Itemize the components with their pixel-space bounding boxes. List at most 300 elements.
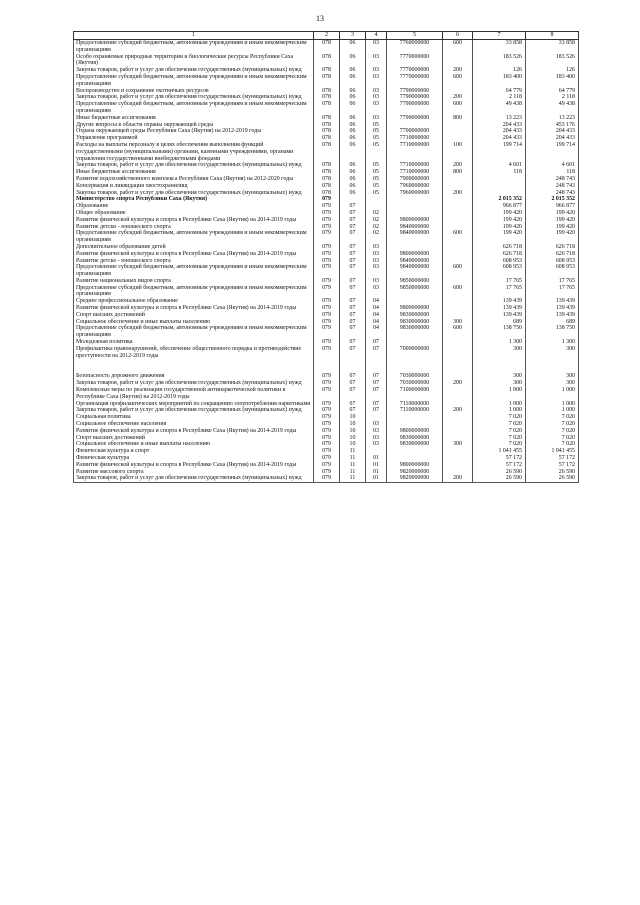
row-amount-1: 7 020 [473, 428, 526, 435]
row-subsection [366, 448, 387, 455]
row-section [340, 196, 366, 203]
row-section: 07 [340, 298, 366, 305]
row-amount-1: 199 420 [473, 224, 526, 231]
row-amount-1: 199 714 [473, 142, 526, 162]
row-grbs: 079 [314, 285, 340, 299]
row-subsection: 03 [366, 244, 387, 251]
row-subsection: 03 [366, 278, 387, 285]
row-target: 7030000000 [387, 373, 443, 380]
row-target: 9840000000 [387, 264, 443, 278]
row-name: Комплексные меры по реализации государственной антинаркотической политики в Республике Саха (Якутия) на 2012-2019 годы [74, 387, 314, 401]
row-amount-1 [473, 176, 526, 183]
row-name: Развитие физической культуры и спорта в Республике Саха (Якутия) на 2014-2019 годы [74, 251, 314, 258]
row-target: 9830000000 [387, 312, 443, 319]
row-section: 06 [340, 183, 366, 190]
row-name: Охрана окружающей среды Республики Саха (Якутия) на 2012-2019 годы [74, 128, 314, 135]
row-name [74, 359, 314, 373]
table-row [74, 475, 579, 482]
row-amount-2: 26 590 [526, 475, 579, 482]
row-amount-2: 139 439 [526, 312, 579, 319]
row-amount-2: 13 223 [526, 115, 579, 122]
row-section: 06 [340, 169, 366, 176]
row-vr [443, 359, 473, 373]
row-name: Организация профилактических мероприятий по сокращению злоупотребления наркотиками [74, 401, 314, 408]
row-vr: 800 [443, 169, 473, 176]
row-grbs: 079 [314, 230, 340, 244]
row-name: Молодежная политика [74, 339, 314, 346]
row-target: 7900000000 [387, 176, 443, 183]
row-amount-1: 608 953 [473, 258, 526, 265]
row-grbs: 078 [314, 40, 340, 54]
row-grbs: 079 [314, 217, 340, 224]
row-name: Физическая культура и спорт [74, 448, 314, 455]
row-grbs: 079 [314, 441, 340, 448]
table-row [74, 448, 579, 455]
row-name: Развитие физической культуры и спорта в Республике Саха (Якутия) на 2014-2019 годы [74, 462, 314, 469]
row-vr [443, 312, 473, 319]
row-amount-2: 138 750 [526, 325, 579, 339]
row-amount-1: 204 433 [473, 122, 526, 129]
row-amount-1: 139 439 [473, 305, 526, 312]
row-amount-1 [473, 359, 526, 373]
table-row [74, 115, 579, 122]
row-target [387, 210, 443, 217]
row-name: Предоставление субсидий бюджетным, автономным учреждениям и иным некоммерческим организациям [74, 40, 314, 54]
row-target: 7790000000 [387, 115, 443, 122]
row-amount-1: 689 [473, 319, 526, 326]
row-grbs: 078 [314, 128, 340, 135]
table-row [74, 278, 579, 285]
row-grbs: 078 [314, 162, 340, 169]
row-section: 06 [340, 101, 366, 115]
row-amount-2: 7 020 [526, 414, 579, 421]
row-grbs: 079 [314, 428, 340, 435]
row-amount-2: 199 420 [526, 224, 579, 231]
row-amount-1: 2 015 352 [473, 196, 526, 203]
row-grbs: 079 [314, 407, 340, 414]
row-name: Предоставление субсидий бюджетным, автономным учреждениям и иным некоммерческим организациям [74, 230, 314, 244]
row-name: Развитие детско - юношеского спорта [74, 258, 314, 265]
row-subsection [366, 196, 387, 203]
row-name: Образование [74, 203, 314, 210]
row-grbs: 079 [314, 448, 340, 455]
row-target: 7710000000 [387, 162, 443, 169]
row-subsection: 05 [366, 162, 387, 169]
row-vr [443, 339, 473, 346]
row-grbs: 078 [314, 169, 340, 176]
row-grbs: 079 [314, 475, 340, 482]
row-subsection: 03 [366, 435, 387, 442]
row-vr [443, 414, 473, 421]
row-vr [443, 373, 473, 380]
row-subsection: 03 [366, 428, 387, 435]
row-section: 10 [340, 414, 366, 421]
row-section: 07 [340, 278, 366, 285]
row-subsection: 03 [366, 101, 387, 115]
row-amount-2: 7 020 [526, 428, 579, 435]
row-vr [443, 469, 473, 476]
row-amount-2 [526, 359, 579, 373]
table-row [74, 359, 579, 373]
row-amount-1: 199 420 [473, 217, 526, 224]
row-vr: 600 [443, 325, 473, 339]
row-amount-2: 183 400 [526, 74, 579, 88]
row-amount-2: 626 718 [526, 251, 579, 258]
row-target: 9800000000 [387, 305, 443, 312]
row-name: Закупка товаров, работ и услуг для обеспечения государственных (муниципальных) нужд [74, 407, 314, 414]
table-row [74, 428, 579, 435]
row-section: 06 [340, 176, 366, 183]
table-row [74, 176, 579, 183]
table-row [74, 142, 579, 162]
row-subsection: 07 [366, 407, 387, 414]
row-name: Социальное обеспечение и иные выплаты населению [74, 319, 314, 326]
row-name: Закупка товаров, работ и услуг для обеспечения государственных (муниципальных) нужд [74, 94, 314, 101]
row-subsection: 05 [366, 135, 387, 142]
row-vr [443, 298, 473, 305]
row-vr [443, 428, 473, 435]
row-section: 06 [340, 94, 366, 101]
row-amount-2: 300 [526, 346, 579, 360]
row-vr [443, 183, 473, 190]
row-name: Управление программой [74, 135, 314, 142]
row-vr: 200 [443, 67, 473, 74]
row-amount-2: 199 420 [526, 230, 579, 244]
row-grbs: 079 [314, 421, 340, 428]
row-target [387, 244, 443, 251]
row-section: 10 [340, 435, 366, 442]
row-grbs: 078 [314, 115, 340, 122]
row-amount-2: 64 779 [526, 88, 579, 95]
row-section: 07 [340, 217, 366, 224]
row-amount-1: 26 590 [473, 469, 526, 476]
row-grbs: 078 [314, 135, 340, 142]
row-subsection: 05 [366, 183, 387, 190]
row-vr [443, 128, 473, 135]
table-row [74, 285, 579, 299]
row-vr: 300 [443, 441, 473, 448]
row-amount-1: 2 118 [473, 94, 526, 101]
row-target: 9840000000 [387, 258, 443, 265]
row-amount-1: 966 877 [473, 203, 526, 210]
row-amount-2: 2 118 [526, 94, 579, 101]
row-vr: 600 [443, 264, 473, 278]
table-row [74, 414, 579, 421]
row-amount-2: 7 020 [526, 421, 579, 428]
row-section: 11 [340, 462, 366, 469]
row-name: Закупка товаров, работ и услуг для обеспечения государственных (муниципальных) нужд [74, 380, 314, 387]
row-amount-2: 49 438 [526, 101, 579, 115]
row-name: Развитие физической культуры и спорта в Республике Саха (Якутия) на 2014-2019 годы [74, 428, 314, 435]
row-name: Безопасность дорожного движения [74, 373, 314, 380]
row-subsection [366, 359, 387, 373]
row-target: 9800000000 [387, 217, 443, 224]
table-row [74, 217, 579, 224]
row-grbs: 079 [314, 339, 340, 346]
row-target [387, 448, 443, 455]
row-target: 9840000000 [387, 230, 443, 244]
row-grbs: 079 [314, 203, 340, 210]
row-subsection: 03 [366, 94, 387, 101]
row-amount-2: 1 041 455 [526, 448, 579, 455]
row-subsection: 03 [366, 285, 387, 299]
header-col-1: 1 [74, 32, 314, 40]
row-section: 07 [340, 346, 366, 360]
row-subsection: 02 [366, 230, 387, 244]
row-section: 07 [340, 305, 366, 312]
row-amount-2: 1 000 [526, 407, 579, 414]
row-section: 06 [340, 74, 366, 88]
row-grbs: 079 [314, 278, 340, 285]
row-amount-1: 17 765 [473, 278, 526, 285]
row-vr: 600 [443, 101, 473, 115]
row-vr: 200 [443, 190, 473, 197]
row-vr: 600 [443, 285, 473, 299]
row-vr [443, 224, 473, 231]
table-row [74, 264, 579, 278]
row-section: 10 [340, 441, 366, 448]
row-name: Развитие водохозяйственного комплекса Республики Саха (Якутия) на 2012-2020 годы [74, 176, 314, 183]
row-subsection: 04 [366, 319, 387, 326]
row-amount-1: 300 [473, 373, 526, 380]
row-section: 06 [340, 128, 366, 135]
row-amount-1: 4 601 [473, 162, 526, 169]
row-amount-1: 1 041 455 [473, 448, 526, 455]
table-row [74, 325, 579, 339]
row-subsection: 03 [366, 74, 387, 88]
row-grbs: 079 [314, 401, 340, 408]
row-amount-1: 199 420 [473, 210, 526, 217]
row-target [387, 455, 443, 462]
table-row [74, 196, 579, 203]
table-row [74, 169, 579, 176]
table-row [74, 407, 579, 414]
row-amount-1: 126 [473, 67, 526, 74]
row-subsection: 05 [366, 128, 387, 135]
row-section: 07 [340, 264, 366, 278]
row-subsection: 01 [366, 469, 387, 476]
table-row [74, 210, 579, 217]
row-section: 07 [340, 224, 366, 231]
row-subsection: 05 [366, 142, 387, 162]
row-amount-2: 199 714 [526, 142, 579, 162]
row-name: Воспроизводство и сохранение охотничьих ресурсов [74, 88, 314, 95]
row-grbs: 078 [314, 190, 340, 197]
row-amount-2: 1 300 [526, 339, 579, 346]
row-vr: 600 [443, 230, 473, 244]
row-amount-2: 608 953 [526, 258, 579, 265]
row-amount-1: 7 020 [473, 414, 526, 421]
row-target: 9840000000 [387, 224, 443, 231]
row-target [387, 421, 443, 428]
row-grbs: 078 [314, 88, 340, 95]
row-name: Профилактика правонарушений, обеспечение общественного порядка и противодействие преступности на 2012-2019 годы [74, 346, 314, 360]
row-grbs: 079 [314, 312, 340, 319]
row-name: Среднее профессиональное образование [74, 298, 314, 305]
row-grbs: 079 [314, 258, 340, 265]
row-name: Социальное обеспечение населения [74, 421, 314, 428]
budget-table [73, 31, 579, 483]
row-vr: 200 [443, 380, 473, 387]
row-target: 9850000000 [387, 285, 443, 299]
row-subsection: 03 [366, 40, 387, 54]
row-section: 11 [340, 469, 366, 476]
row-amount-2: 248 743 [526, 176, 579, 183]
row-name: Предоставление субсидий бюджетным, автономным учреждениям и иным некоммерческим организациям [74, 264, 314, 278]
row-amount-2: 453 176 [526, 122, 579, 129]
row-section: 07 [340, 210, 366, 217]
row-subsection: 04 [366, 298, 387, 305]
row-vr [443, 176, 473, 183]
row-target: 7770000000 [387, 67, 443, 74]
row-subsection: 07 [366, 373, 387, 380]
row-section: 11 [340, 455, 366, 462]
table-row [74, 387, 579, 401]
row-name: Закупка товаров, работ и услуг для обеспечения государственных (муниципальных) нужд [74, 67, 314, 74]
row-grbs: 078 [314, 176, 340, 183]
row-grbs: 079 [314, 462, 340, 469]
header-col-3: 3 [340, 32, 366, 40]
row-amount-2: 57 172 [526, 462, 579, 469]
row-subsection: 03 [366, 67, 387, 74]
row-amount-1: 57 172 [473, 455, 526, 462]
row-name: Развитие детско - юношеского спорта [74, 224, 314, 231]
row-grbs: 079 [314, 469, 340, 476]
row-amount-2: 139 439 [526, 305, 579, 312]
row-amount-1 [473, 190, 526, 197]
row-name: Министерство спорта Республики Саха (Якутия) [74, 196, 314, 203]
row-amount-1: 139 439 [473, 312, 526, 319]
row-section: 07 [340, 407, 366, 414]
row-amount-1: 204 433 [473, 128, 526, 135]
row-target: 7960000000 [387, 190, 443, 197]
table-row [74, 244, 579, 251]
row-section: 07 [340, 312, 366, 319]
row-target: 9830000000 [387, 325, 443, 339]
row-target: 7710000000 [387, 142, 443, 162]
row-amount-1: 49 438 [473, 101, 526, 115]
row-target: 9830000000 [387, 435, 443, 442]
row-section: 06 [340, 142, 366, 162]
row-amount-2: 248 743 [526, 190, 579, 197]
row-vr [443, 54, 473, 68]
header-row [74, 32, 579, 40]
row-amount-2: 966 877 [526, 203, 579, 210]
row-name: Предоставление субсидий бюджетным, автономным учреждениям и иным некоммерческим организациям [74, 285, 314, 299]
table-row [74, 101, 579, 115]
row-grbs: 079 [314, 298, 340, 305]
header-col-6: 6 [443, 32, 473, 40]
row-amount-1: 118 [473, 169, 526, 176]
row-target: 7790000000 [387, 88, 443, 95]
row-vr [443, 462, 473, 469]
table-row [74, 312, 579, 319]
row-grbs: 079 [314, 319, 340, 326]
row-subsection: 07 [366, 380, 387, 387]
row-subsection: 07 [366, 339, 387, 346]
row-grbs: 079 [314, 305, 340, 312]
row-amount-1: 7 020 [473, 421, 526, 428]
row-grbs: 079 [314, 435, 340, 442]
row-subsection: 02 [366, 224, 387, 231]
row-name: Предоставление субсидий бюджетным, автономным учреждениям и иным некоммерческим организациям [74, 74, 314, 88]
row-amount-2: 300 [526, 380, 579, 387]
row-section: 07 [340, 319, 366, 326]
row-target: 7710000000 [387, 169, 443, 176]
row-subsection: 03 [366, 115, 387, 122]
row-target: 9830000000 [387, 319, 443, 326]
table-row [74, 441, 579, 448]
row-subsection: 05 [366, 169, 387, 176]
row-amount-2: 7 020 [526, 435, 579, 442]
row-amount-2: 204 433 [526, 128, 579, 135]
row-target: 7710000000 [387, 135, 443, 142]
row-vr [443, 387, 473, 401]
row-name: Социальная политика [74, 414, 314, 421]
header-col-5: 5 [387, 32, 443, 40]
row-grbs: 079 [314, 387, 340, 401]
header-col-2: 2 [314, 32, 340, 40]
row-amount-1: 204 433 [473, 135, 526, 142]
row-vr: 100 [443, 142, 473, 162]
row-name: Иные бюджетные ассигнования [74, 169, 314, 176]
row-vr [443, 203, 473, 210]
row-amount-1: 33 858 [473, 40, 526, 54]
row-subsection: 03 [366, 258, 387, 265]
row-grbs: 078 [314, 183, 340, 190]
table-row [74, 462, 579, 469]
row-amount-1: 626 718 [473, 251, 526, 258]
row-amount-1: 300 [473, 346, 526, 360]
row-section: 06 [340, 122, 366, 129]
row-amount-1: 1 000 [473, 407, 526, 414]
row-amount-1: 183 400 [473, 74, 526, 88]
row-subsection: 07 [366, 387, 387, 401]
row-amount-2: 199 420 [526, 217, 579, 224]
row-grbs: 078 [314, 67, 340, 74]
row-amount-1: 626 718 [473, 244, 526, 251]
row-amount-2: 2 015 352 [526, 196, 579, 203]
row-grbs: 079 [314, 455, 340, 462]
row-section: 07 [340, 325, 366, 339]
row-section: 10 [340, 421, 366, 428]
row-name: Развитие национальных видов спорта [74, 278, 314, 285]
row-grbs: 078 [314, 142, 340, 162]
row-name: Развитие физической культуры и спорта в Республике Саха (Якутия) на 2014-2019 годы [74, 217, 314, 224]
row-vr [443, 435, 473, 442]
row-vr [443, 135, 473, 142]
row-vr [443, 278, 473, 285]
table-row [74, 251, 579, 258]
row-section: 06 [340, 88, 366, 95]
row-amount-1: 199 420 [473, 230, 526, 244]
row-target: 9850000000 [387, 278, 443, 285]
table-body [74, 40, 579, 483]
row-vr [443, 210, 473, 217]
table-row [74, 230, 579, 244]
row-name: Иные бюджетные ассигнования [74, 115, 314, 122]
table-row [74, 203, 579, 210]
row-name: Консервация и ликвидация хвостохранилищ [74, 183, 314, 190]
row-target: 7100000000 [387, 387, 443, 401]
row-amount-1: 608 953 [473, 264, 526, 278]
row-amount-2: 26 590 [526, 469, 579, 476]
table-row [74, 54, 579, 68]
row-name: Физическая культура [74, 455, 314, 462]
row-subsection: 01 [366, 462, 387, 469]
row-grbs: 079 [314, 380, 340, 387]
row-vr [443, 346, 473, 360]
